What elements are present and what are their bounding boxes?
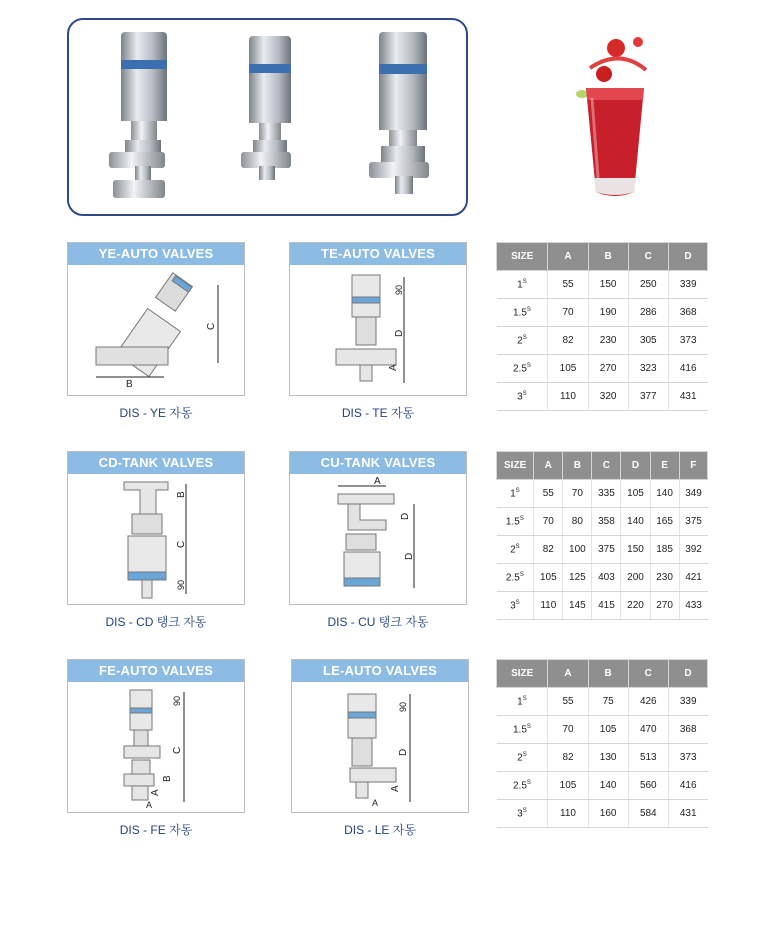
valve-photo-3	[369, 32, 429, 194]
dim-label: B	[176, 491, 187, 498]
card-title: CD-TANK VALVES	[68, 452, 244, 474]
value-cell: 220	[621, 592, 650, 620]
spec-table-ye-te	[496, 242, 708, 411]
value-cell: 160	[588, 800, 628, 828]
size-cell: $2^S$	[497, 744, 548, 772]
dim-label: C	[172, 746, 183, 754]
card-le-auto-valves	[291, 659, 469, 813]
size-cell: $1.5^S$	[497, 299, 548, 327]
value-cell: 55	[548, 688, 588, 716]
card-caption: DIS - YE 자동	[119, 406, 193, 420]
valve-photos	[69, 20, 470, 218]
value-cell: 185	[650, 536, 679, 564]
column-header: B	[563, 452, 592, 480]
value-cell: 584	[628, 800, 668, 828]
value-cell: 100	[563, 536, 592, 564]
value-cell: 105	[621, 480, 650, 508]
value-cell: 560	[628, 772, 668, 800]
value-cell: 250	[628, 271, 668, 299]
dim-label: 90	[398, 701, 408, 712]
value-cell: 323	[628, 355, 668, 383]
card-title: FE-AUTO VALVES	[68, 660, 244, 682]
fe-valve-drawing	[68, 682, 244, 813]
value-cell: 286	[628, 299, 668, 327]
value-cell: 70	[548, 299, 588, 327]
value-cell: 403	[592, 564, 621, 592]
size-cell: $1^S$	[497, 688, 548, 716]
size-cell: $1.5^S$	[497, 508, 534, 536]
table-row	[497, 271, 708, 299]
value-cell: 320	[588, 383, 628, 411]
size-cell: $3^S$	[497, 800, 548, 828]
le-valve-drawing	[292, 682, 468, 813]
value-cell: 70	[563, 480, 592, 508]
value-cell: 368	[668, 299, 707, 327]
value-cell: 110	[534, 592, 563, 620]
column-header: C	[628, 660, 668, 688]
dim-label: A	[146, 800, 153, 810]
value-cell: 190	[588, 299, 628, 327]
card-caption: DIS - FE 자동	[119, 823, 193, 837]
card-cd-tank-valves	[67, 451, 245, 605]
value-cell: 110	[548, 800, 588, 828]
dim-label: 90	[172, 695, 182, 706]
value-cell: 140	[650, 480, 679, 508]
size-cell: $2.5^S$	[497, 772, 548, 800]
value-cell: 358	[592, 508, 621, 536]
column-header: C	[592, 452, 621, 480]
column-header: A	[534, 452, 563, 480]
dim-label: A	[150, 789, 161, 796]
card-caption: DIS - TE 자동	[341, 406, 415, 420]
value-cell: 110	[548, 383, 588, 411]
value-cell: 421	[679, 564, 707, 592]
column-header: C	[628, 243, 668, 271]
size-cell: $2.5^S$	[497, 564, 534, 592]
value-cell: 513	[628, 744, 668, 772]
table-row	[497, 688, 708, 716]
value-cell: 105	[548, 355, 588, 383]
dim-label: D	[398, 748, 409, 756]
value-cell: 75	[588, 688, 628, 716]
value-cell: 373	[668, 744, 707, 772]
card-caption: DIS - CU 탱크 자동	[327, 615, 429, 629]
spec-table-fe-le	[496, 659, 708, 828]
table-row	[497, 564, 708, 592]
column-header: E	[650, 452, 679, 480]
juice-glass-picture	[560, 28, 670, 203]
value-cell: 82	[534, 536, 563, 564]
value-cell: 130	[588, 744, 628, 772]
card-fe-auto-valves	[67, 659, 245, 813]
value-cell: 377	[628, 383, 668, 411]
value-cell: 270	[650, 592, 679, 620]
value-cell: 431	[668, 800, 707, 828]
dim-label: D	[404, 552, 415, 560]
column-header: B	[588, 243, 628, 271]
table-row	[497, 716, 708, 744]
column-header: D	[621, 452, 650, 480]
value-cell: 368	[668, 716, 707, 744]
value-cell: 145	[563, 592, 592, 620]
table-row	[497, 327, 708, 355]
table-row	[497, 383, 708, 411]
column-header: A	[548, 243, 588, 271]
value-cell: 230	[650, 564, 679, 592]
size-cell: $1.5^S$	[497, 716, 548, 744]
value-cell: 150	[588, 271, 628, 299]
ye-valve-drawing	[68, 265, 244, 396]
dim-label: A	[372, 798, 379, 808]
value-cell: 230	[588, 327, 628, 355]
value-cell: 105	[548, 772, 588, 800]
table-row	[497, 299, 708, 327]
size-cell: $2^S$	[497, 327, 548, 355]
value-cell: 416	[668, 355, 707, 383]
value-cell: 415	[592, 592, 621, 620]
value-cell: 305	[628, 327, 668, 355]
value-cell: 433	[679, 592, 707, 620]
value-cell: 200	[621, 564, 650, 592]
dim-label: A	[374, 476, 381, 487]
table-row	[497, 744, 708, 772]
table-row	[497, 772, 708, 800]
size-cell: $2^S$	[497, 536, 534, 564]
size-cell: $3^S$	[497, 383, 548, 411]
dim-label: A	[388, 364, 399, 371]
column-header: SIZE	[497, 452, 534, 480]
value-cell: 431	[668, 383, 707, 411]
te-valve-drawing	[290, 265, 466, 396]
size-cell: $1^S$	[497, 480, 534, 508]
table-row	[497, 800, 708, 828]
value-cell: 125	[563, 564, 592, 592]
dim-label: A	[390, 785, 401, 792]
value-cell: 392	[679, 536, 707, 564]
product-photo-frame	[67, 18, 468, 216]
valve-photo-1	[109, 32, 167, 198]
cd-valve-drawing	[68, 474, 244, 605]
value-cell: 140	[588, 772, 628, 800]
table-header-row	[497, 660, 708, 688]
dim-label: B	[126, 379, 133, 390]
spec-table-cd-cu	[496, 451, 708, 620]
size-cell: $3^S$	[497, 592, 534, 620]
value-cell: 140	[621, 508, 650, 536]
card-title: YE-AUTO VALVES	[68, 243, 244, 265]
value-cell: 270	[588, 355, 628, 383]
table-row	[497, 592, 708, 620]
size-cell: $1^S$	[497, 271, 548, 299]
value-cell: 165	[650, 508, 679, 536]
column-header: D	[668, 243, 707, 271]
card-title: CU-TANK VALVES	[290, 452, 466, 474]
column-header: F	[679, 452, 707, 480]
size-cell: $2.5^S$	[497, 355, 548, 383]
value-cell: 70	[534, 508, 563, 536]
card-caption: DIS - LE 자동	[344, 823, 416, 837]
table-header-row	[497, 452, 708, 480]
value-cell: 375	[679, 508, 707, 536]
dim-label: C	[176, 540, 187, 548]
card-te-auto-valves	[289, 242, 467, 396]
column-header: D	[668, 660, 707, 688]
card-title: TE-AUTO VALVES	[290, 243, 466, 265]
value-cell: 82	[548, 744, 588, 772]
value-cell: 105	[588, 716, 628, 744]
value-cell: 82	[548, 327, 588, 355]
dim-label: C	[206, 322, 217, 330]
table-header-row	[497, 243, 708, 271]
value-cell: 426	[628, 688, 668, 716]
table-row	[497, 508, 708, 536]
dim-label: 90	[176, 579, 186, 590]
value-cell: 416	[668, 772, 707, 800]
column-header: B	[588, 660, 628, 688]
value-cell: 150	[621, 536, 650, 564]
dim-label: D	[400, 512, 411, 520]
value-cell: 335	[592, 480, 621, 508]
table-row	[497, 480, 708, 508]
value-cell: 339	[668, 271, 707, 299]
value-cell: 373	[668, 327, 707, 355]
table-row	[497, 355, 708, 383]
dim-label: 90	[394, 284, 404, 295]
value-cell: 55	[534, 480, 563, 508]
value-cell: 55	[548, 271, 588, 299]
value-cell: 70	[548, 716, 588, 744]
valve-photo-2	[241, 36, 291, 180]
value-cell: 375	[592, 536, 621, 564]
cu-valve-drawing	[290, 474, 466, 605]
card-ye-auto-valves	[67, 242, 245, 396]
value-cell: 105	[534, 564, 563, 592]
table-row	[497, 536, 708, 564]
dim-label: D	[394, 329, 405, 337]
column-header: SIZE	[497, 243, 548, 271]
column-header: A	[548, 660, 588, 688]
card-title: LE-AUTO VALVES	[292, 660, 468, 682]
value-cell: 470	[628, 716, 668, 744]
card-caption: DIS - CD 탱크 자동	[105, 615, 207, 629]
value-cell: 80	[563, 508, 592, 536]
column-header: SIZE	[497, 660, 548, 688]
dim-label: B	[162, 775, 173, 782]
value-cell: 349	[679, 480, 707, 508]
value-cell: 339	[668, 688, 707, 716]
card-cu-tank-valves	[289, 451, 467, 605]
